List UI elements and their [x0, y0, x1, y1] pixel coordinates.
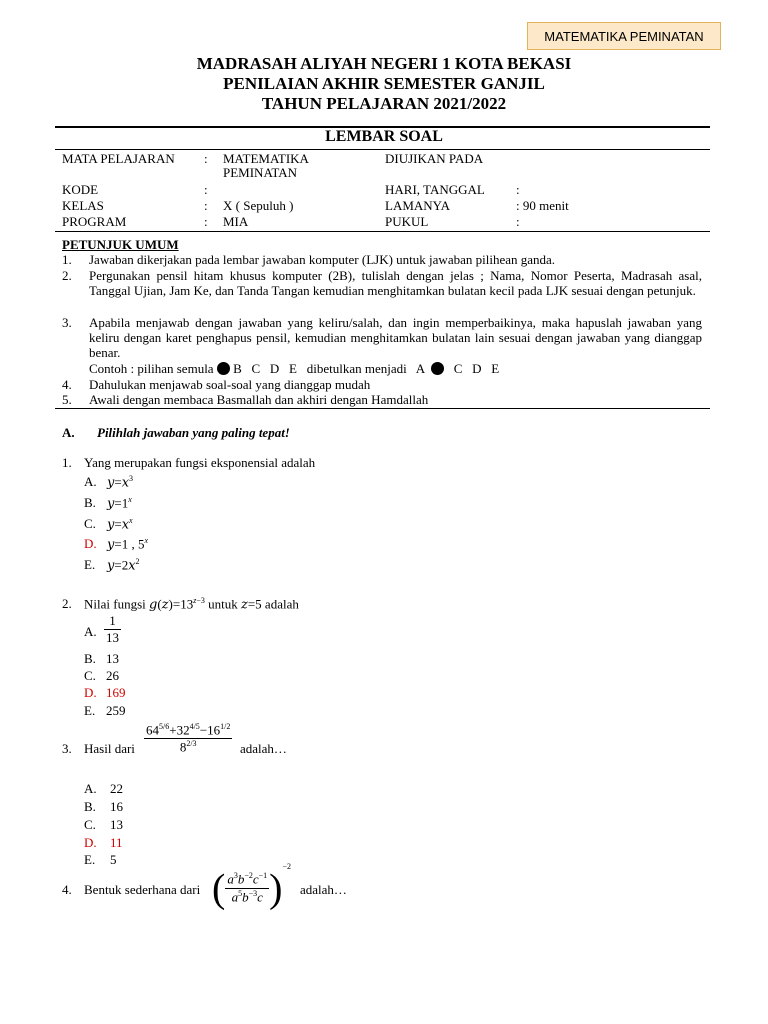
question-text-post: adalah…: [300, 882, 347, 897]
info-rule: [55, 231, 710, 232]
pukul-label: PUKUL: [385, 214, 429, 229]
kelas-label: KELAS: [62, 198, 104, 213]
question-number: 2.: [62, 596, 72, 611]
contoh-options-1: B C D E: [233, 361, 297, 376]
filled-bubble-icon: [217, 362, 230, 375]
option-label: C.: [84, 516, 96, 531]
school-name: MADRASAH ALIYAH NEGERI 1 KOTA BEKASI: [196, 54, 572, 73]
option-value-correct: 11: [110, 835, 123, 850]
option-formula: $y=1^x$: [107, 495, 132, 512]
colon: :: [204, 151, 208, 166]
question-number: 3.: [62, 741, 72, 756]
question-number: 1.: [62, 455, 72, 470]
lamanya-value: : 90 menit: [516, 198, 569, 213]
question-text-post: adalah…: [240, 741, 287, 756]
option-fraction: $\frac{1}{13}$: [106, 613, 119, 645]
item-number: 2.: [62, 268, 72, 283]
option-formula: $y=2x^2$: [107, 557, 140, 574]
item-text: Dahulukan menjawab soal-soal yang dianggap mudah: [89, 377, 371, 392]
option-label: A.: [84, 624, 97, 639]
option-label-correct: D.: [84, 536, 97, 551]
question-text-pre: Bentuk sederhana dari: [84, 882, 201, 897]
question-text: Nilai fungsi $g(z)=13^{z-3}$ untuk z=5 adalah: [84, 596, 299, 613]
colon: :: [516, 214, 520, 229]
option-label: C.: [84, 668, 96, 683]
section-title: Pilihlah jawaban yang paling tepat!: [97, 425, 290, 440]
contoh-mid: dibetulkan menjadi A: [306, 361, 425, 376]
option-value: 13: [110, 817, 123, 832]
item-number: 4.: [62, 377, 72, 392]
option-value: 26: [106, 668, 119, 683]
option-label: E.: [84, 703, 96, 718]
option-formula: $y=x^3$: [107, 474, 134, 491]
option-label: E.: [84, 557, 96, 572]
item-text: Pergunakan pensil hitam khusus komputer (2B), tulislah dengan jelas ; Nama, Nomor Peserta, Madrasah asal, Tanggal Ujian, Jam Ke, dan Tanda Tangan kemudian menghitamkan bulatan kecil pada LJK sesuai dengan petunjuk.: [89, 268, 702, 298]
kelas-value: X ( Sepuluh ): [223, 198, 294, 213]
mapel-label: MATA PELAJARAN: [62, 151, 175, 166]
item-number: 3.: [62, 315, 72, 330]
item-text: Awali dengan membaca Basmallah dan akhiri dengan Hamdallah: [89, 392, 429, 407]
mapel-value-2: PEMINATAN: [223, 165, 298, 180]
program-label: PROGRAM: [62, 214, 127, 229]
option-label: A.: [84, 781, 97, 796]
hari-label: HARI, TANGGAL: [385, 182, 485, 197]
option-label: B.: [84, 799, 96, 814]
program-value: MIA: [223, 214, 249, 229]
academic-year: TAHUN PELAJARAN 2021/2022: [261, 94, 507, 113]
option-value: 22: [110, 781, 123, 796]
option-label: B.: [84, 651, 96, 666]
option-label-correct: D.: [84, 835, 97, 850]
exam-name: PENILAIAN AKHIR SEMESTER GANJIL: [223, 74, 545, 93]
option-formula: $y=x^x$: [107, 516, 133, 533]
question-text: Yang merupakan fungsi eksponensial adalah: [84, 455, 316, 470]
option-value: 16: [110, 799, 123, 814]
option-label: A.: [84, 474, 97, 489]
option-formula: y=1 , 5$^x$: [107, 536, 149, 553]
option-label: C.: [84, 817, 96, 832]
option-value-correct: 169: [106, 685, 126, 700]
option-value: 13: [106, 651, 119, 666]
option-label: B.: [84, 495, 96, 510]
item-text: Apabila menjawab dengan jawaban yang keliru/salah, dan ingin memperbaikinya, maka hapuslah jawaban yang keliru dengan karet penghapus pensil, kemudian menghitamkan bulatan lain sesuai dengan jawaban yang dianggap benar.: [89, 315, 702, 360]
petunjuk-title: PETUNJUK UMUM: [62, 237, 179, 252]
section-letter: A.: [62, 425, 75, 440]
kode-label: KODE: [62, 182, 99, 197]
option-value: 259: [106, 703, 126, 718]
option-label: E.: [84, 852, 96, 867]
lembar-soal-title: LEMBAR SOAL: [325, 128, 443, 145]
item-number: 5.: [62, 392, 72, 407]
question-text-pre: Hasil dari: [84, 741, 135, 756]
petunjuk-rule: [55, 408, 710, 409]
option-label-correct: D.: [84, 685, 97, 700]
diujikan-label: DIUJIKAN PADA: [385, 151, 484, 166]
contoh-prefix: Contoh : pilihan semula: [89, 361, 214, 376]
colon: :: [516, 182, 520, 197]
option-value: 5: [110, 852, 117, 867]
contoh-options-2: C D E: [453, 361, 500, 376]
header-rule-mid: [55, 149, 710, 150]
filled-bubble-icon: [431, 362, 444, 375]
item-text: Jawaban dikerjakan pada lembar jawaban komputer (LJK) untuk jawaban pilihean ganda.: [89, 252, 556, 267]
colon: :: [204, 198, 208, 213]
item-number: 1.: [62, 252, 72, 267]
question-number: 4.: [62, 882, 72, 897]
mapel-value-1: MATEMATIKA: [223, 151, 309, 166]
lamanya-label: LAMANYA: [385, 198, 450, 213]
subject-badge: MATEMATIKA PEMINATAN: [527, 22, 721, 50]
colon: :: [204, 214, 208, 229]
fraction-expression: $\frac{64^{5/6}+32^{4/5}-16^{1/2}}{8^{2/3}}$: [144, 718, 232, 756]
colon: :: [204, 182, 208, 197]
fraction-expression: ( $\frac{a^3b^{-2}c^{-1}}{a^5b^{-3}c}$ )$^{-2}$: [212, 862, 291, 911]
